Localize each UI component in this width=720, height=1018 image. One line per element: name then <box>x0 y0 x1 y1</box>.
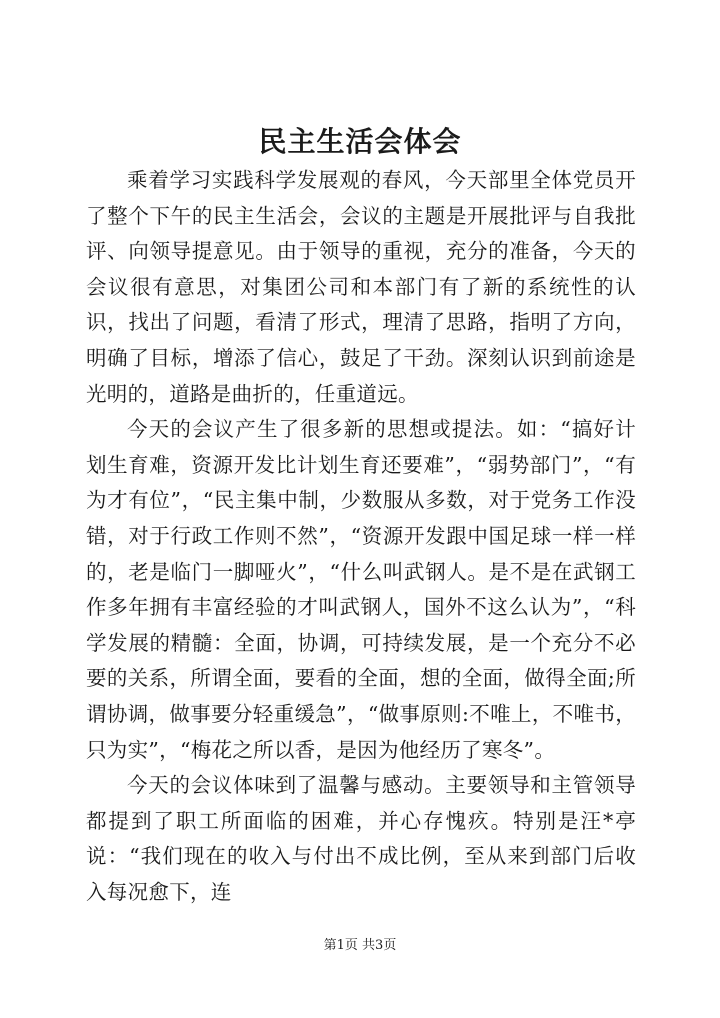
paragraph: 乘着学习实践科学发展观的春风，今天部里全体党员开了整个下午的民主生活会，会议的主题是开展批评与自我批评、向领导提意见。由于领导的重视，充分的准备，今天的会议很有意思，对集团公司和本部门有了新的系统性的认识，找出了问题，看清了形式，理清了思路，指明了方向，明确了目标，增添了信心，鼓足了干劲。深刻认识到前途是光明的，道路是曲折的，任重道远。 <box>86 168 636 406</box>
page-footer: 第1页 共3页 <box>323 938 397 953</box>
paragraph: 今天的会议体味到了温馨与感动。主要领导和主管领导都提到了职工所面临的困难，并心存愧疚。特别是汪*亭说：“我们现在的收入与付出不成比例，至从来到部门后收入每况愈下，连 <box>86 773 636 904</box>
document-title: 民主生活会体会 <box>258 125 462 158</box>
paragraph: 今天的会议产生了很多新的思想或提法。如：“搞好计划生育难，资源开发比计划生育还要难”，“弱势部门”，“有为才有位”，“民主集中制，少数服从多数，对于党务工作没错，对于行政工作则不然”，“资源开发跟中国足球一样一样的，老是临门一脚哑火”，“什么叫武钢人。是不是在武钢工作多年拥有丰富经验的才叫武钢人，国外不这么认为”，“科学发展的精髓：全面，协调，可持续发展，是一个充分不必要的关系，所谓全面，要看的全面，想的全面，做得全面;所谓协调，做事要分轻重缓急”，“做事原则:不唯上，不唯书，只为实”，“梅花之所以香，是因为他经历了寒冬”。 <box>86 417 636 762</box>
document-body <box>86 163 636 910</box>
